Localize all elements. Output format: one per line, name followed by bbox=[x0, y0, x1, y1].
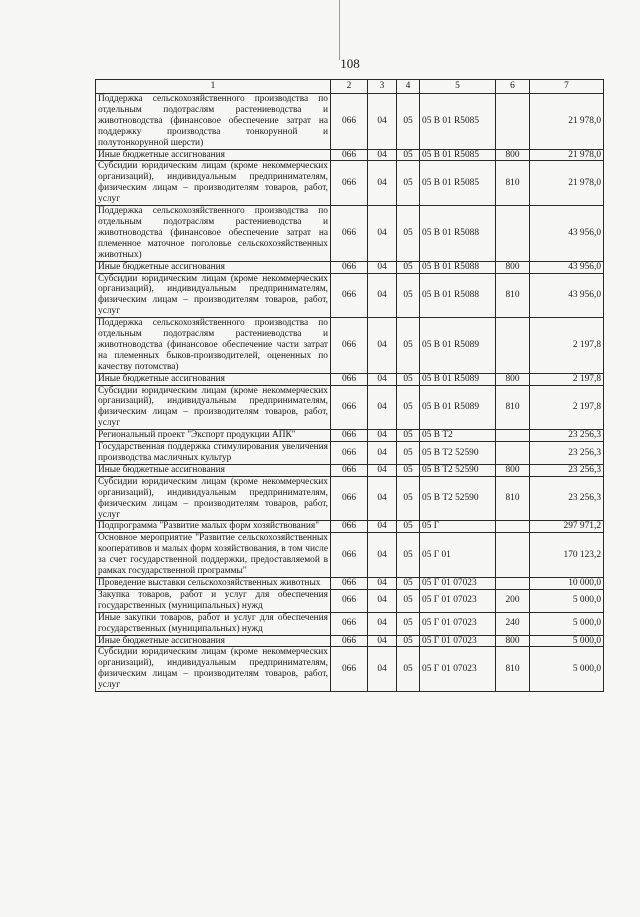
subsection-code: 05 bbox=[397, 161, 420, 206]
ministry-code: 066 bbox=[331, 589, 368, 612]
amount: 170 123,2 bbox=[530, 533, 604, 578]
ministry-code: 066 bbox=[331, 206, 368, 262]
subsection-code: 05 bbox=[397, 273, 420, 318]
column-header: 1 bbox=[96, 80, 331, 94]
subsection-code: 05 bbox=[397, 647, 420, 692]
section-code: 04 bbox=[368, 521, 397, 533]
amount: 5 000,0 bbox=[530, 647, 604, 692]
expense-type-code: 800 bbox=[496, 464, 530, 476]
ministry-code: 066 bbox=[331, 161, 368, 206]
section-code: 04 bbox=[368, 94, 397, 150]
row-description: Основное мероприятие "Развитие сельскохозяйственных кооперативов и малых форм хозяйствования, в том числе за счет государственной поддержки, предоставляемой в рамках государственной программы" bbox=[96, 533, 331, 578]
target-article-code: 05 Г 01 07023 bbox=[420, 647, 496, 692]
amount: 21 978,0 bbox=[530, 161, 604, 206]
amount: 5 000,0 bbox=[530, 612, 604, 635]
row-description: Иные закупки товаров, работ и услуг для обеспечения государственных (муниципальных) нужд bbox=[96, 612, 331, 635]
table-row bbox=[96, 464, 604, 476]
table-row bbox=[96, 533, 604, 578]
target-article-code: 05 В 01 R5088 bbox=[420, 261, 496, 273]
target-article-code: 05 В 01 R5088 bbox=[420, 206, 496, 262]
target-article-code: 05 Г 01 07023 bbox=[420, 577, 496, 589]
amount: 23 256,3 bbox=[530, 442, 604, 465]
target-article-code: 05 В T2 52590 bbox=[420, 476, 496, 521]
amount: 10 000,0 bbox=[530, 577, 604, 589]
expense-type-code bbox=[496, 94, 530, 150]
target-article-code: 05 В 01 R5085 bbox=[420, 149, 496, 161]
expense-type-code bbox=[496, 521, 530, 533]
section-code: 04 bbox=[368, 318, 397, 374]
ministry-code: 066 bbox=[331, 149, 368, 161]
amount: 23 256,3 bbox=[530, 464, 604, 476]
target-article-code: 05 В T2 52590 bbox=[420, 442, 496, 465]
subsection-code: 05 bbox=[397, 206, 420, 262]
ministry-code: 066 bbox=[331, 385, 368, 430]
expense-type-code bbox=[496, 577, 530, 589]
expense-type-code: 800 bbox=[496, 261, 530, 273]
ministry-code: 066 bbox=[331, 273, 368, 318]
subsection-code: 05 bbox=[397, 149, 420, 161]
subsection-code: 05 bbox=[397, 464, 420, 476]
section-code: 04 bbox=[368, 430, 397, 442]
amount: 2 197,8 bbox=[530, 373, 604, 385]
section-code: 04 bbox=[368, 273, 397, 318]
target-article-code: 05 Г 01 07023 bbox=[420, 589, 496, 612]
row-description: Субсидии юридическим лицам (кроме некоммерческих организаций), индивидуальным предпринимателям, физическим лицам – производителям товаров, работ, услуг bbox=[96, 385, 331, 430]
section-code: 04 bbox=[368, 476, 397, 521]
target-article-code: 05 В 01 R5085 bbox=[420, 161, 496, 206]
amount: 23 256,3 bbox=[530, 476, 604, 521]
ministry-code: 066 bbox=[331, 261, 368, 273]
table-row bbox=[96, 577, 604, 589]
subsection-code: 05 bbox=[397, 373, 420, 385]
expense-type-code bbox=[496, 533, 530, 578]
subsection-code: 05 bbox=[397, 442, 420, 465]
ministry-code: 066 bbox=[331, 647, 368, 692]
ministry-code: 066 bbox=[331, 318, 368, 374]
expense-type-code bbox=[496, 442, 530, 465]
table-row bbox=[96, 612, 604, 635]
section-code: 04 bbox=[368, 647, 397, 692]
target-article-code: 05 В 01 R5089 bbox=[420, 373, 496, 385]
section-code: 04 bbox=[368, 612, 397, 635]
section-code: 04 bbox=[368, 442, 397, 465]
expense-type-code: 800 bbox=[496, 635, 530, 647]
column-header: 5 bbox=[420, 80, 496, 94]
fold-line bbox=[339, 0, 340, 60]
section-code: 04 bbox=[368, 589, 397, 612]
subsection-code: 05 bbox=[397, 612, 420, 635]
ministry-code: 066 bbox=[331, 635, 368, 647]
ministry-code: 066 bbox=[331, 577, 368, 589]
row-description: Иные бюджетные ассигнования bbox=[96, 373, 331, 385]
table-row bbox=[96, 161, 604, 206]
subsection-code: 05 bbox=[397, 261, 420, 273]
section-code: 04 bbox=[368, 161, 397, 206]
section-code: 04 bbox=[368, 149, 397, 161]
row-description: Государственная поддержка стимулирования увеличения производства масличных культур bbox=[96, 442, 331, 465]
section-code: 04 bbox=[368, 577, 397, 589]
target-article-code: 05 Г 01 07023 bbox=[420, 612, 496, 635]
amount: 2 197,8 bbox=[530, 385, 604, 430]
section-code: 04 bbox=[368, 373, 397, 385]
section-code: 04 bbox=[368, 464, 397, 476]
row-description: Подпрограмма "Развитие малых форм хозяйствования" bbox=[96, 521, 331, 533]
subsection-code: 05 bbox=[397, 476, 420, 521]
amount: 23 256,3 bbox=[530, 430, 604, 442]
ministry-code: 066 bbox=[331, 476, 368, 521]
subsection-code: 05 bbox=[397, 318, 420, 374]
table-row bbox=[96, 442, 604, 465]
table-row bbox=[96, 589, 604, 612]
expense-type-code bbox=[496, 206, 530, 262]
row-description: Иные бюджетные ассигнования bbox=[96, 261, 331, 273]
table-row bbox=[96, 476, 604, 521]
ministry-code: 066 bbox=[331, 94, 368, 150]
page-number: 108 bbox=[340, 56, 360, 71]
row-description: Иные бюджетные ассигнования bbox=[96, 635, 331, 647]
subsection-code: 05 bbox=[397, 533, 420, 578]
expense-type-code bbox=[496, 430, 530, 442]
subsection-code: 05 bbox=[397, 635, 420, 647]
row-description: Региональный проект "Экспорт продукции АПК" bbox=[96, 430, 331, 442]
row-description: Проведение выставки сельскохозяйственных животных bbox=[96, 577, 331, 589]
table-row bbox=[96, 373, 604, 385]
column-header: 6 bbox=[496, 80, 530, 94]
target-article-code: 05 В 01 R5085 bbox=[420, 94, 496, 150]
row-description: Субсидии юридическим лицам (кроме некоммерческих организаций), индивидуальным предпринимателям, физическим лицам – производителям товаров, работ, услуг bbox=[96, 476, 331, 521]
expense-type-code: 200 bbox=[496, 589, 530, 612]
expense-type-code: 800 bbox=[496, 149, 530, 161]
row-description: Поддержка сельскохозяйственного производства по отдельным подотраслям растениеводства и животноводства (финансовое обеспечение части затрат на племенных быков-производителей, оцененных по качеству потомства) bbox=[96, 318, 331, 374]
section-code: 04 bbox=[368, 635, 397, 647]
table-row bbox=[96, 206, 604, 262]
ministry-code: 066 bbox=[331, 442, 368, 465]
ministry-code: 066 bbox=[331, 430, 368, 442]
amount: 297 971,2 bbox=[530, 521, 604, 533]
row-description: Иные бюджетные ассигнования bbox=[96, 149, 331, 161]
amount: 43 956,0 bbox=[530, 273, 604, 318]
row-description: Закупка товаров, работ и услуг для обеспечения государственных (муниципальных) нужд bbox=[96, 589, 331, 612]
section-code: 04 bbox=[368, 533, 397, 578]
target-article-code: 05 Г 01 bbox=[420, 533, 496, 578]
table-row bbox=[96, 385, 604, 430]
subsection-code: 05 bbox=[397, 589, 420, 612]
amount: 43 956,0 bbox=[530, 206, 604, 262]
amount: 43 956,0 bbox=[530, 261, 604, 273]
amount: 2 197,8 bbox=[530, 318, 604, 374]
subsection-code: 05 bbox=[397, 521, 420, 533]
row-description: Субсидии юридическим лицам (кроме некоммерческих организаций), индивидуальным предпринимателям, физическим лицам – производителям товаров, работ, услуг bbox=[96, 647, 331, 692]
table-row bbox=[96, 521, 604, 533]
amount: 5 000,0 bbox=[530, 589, 604, 612]
table-row bbox=[96, 647, 604, 692]
target-article-code: 05 Г bbox=[420, 521, 496, 533]
subsection-code: 05 bbox=[397, 94, 420, 150]
column-header: 4 bbox=[397, 80, 420, 94]
ministry-code: 066 bbox=[331, 373, 368, 385]
target-article-code: 05 В 01 R5088 bbox=[420, 273, 496, 318]
table-row bbox=[96, 261, 604, 273]
amount: 5 000,0 bbox=[530, 635, 604, 647]
column-header: 3 bbox=[368, 80, 397, 94]
ministry-code: 066 bbox=[331, 521, 368, 533]
target-article-code: 05 В 01 R5089 bbox=[420, 385, 496, 430]
column-header: 7 bbox=[530, 80, 604, 94]
section-code: 04 bbox=[368, 385, 397, 430]
subsection-code: 05 bbox=[397, 577, 420, 589]
expense-type-code: 240 bbox=[496, 612, 530, 635]
row-description: Поддержка сельскохозяйственного производства по отдельным подотраслям растениеводства и животноводства (финансовое обеспечение затрат на племенное маточное поголовье сельскохозяйственных животных) bbox=[96, 206, 331, 262]
subsection-code: 05 bbox=[397, 430, 420, 442]
target-article-code: 05 В 01 R5089 bbox=[420, 318, 496, 374]
table-row bbox=[96, 94, 604, 150]
row-description: Поддержка сельскохозяйственного производства по отдельным подотраслям растениеводства и животноводства (финансовое обеспечение затрат на поддержку производства тонкорунной и полутонкорунной шерсти) bbox=[96, 94, 331, 150]
expense-type-code: 810 bbox=[496, 273, 530, 318]
expense-type-code: 800 bbox=[496, 373, 530, 385]
table-row bbox=[96, 430, 604, 442]
budget-table bbox=[95, 79, 604, 692]
header-row bbox=[96, 80, 604, 94]
target-article-code: 05 В T2 bbox=[420, 430, 496, 442]
row-description: Субсидии юридическим лицам (кроме некоммерческих организаций), индивидуальным предпринимателям, физическим лицам – производителям товаров, работ, услуг bbox=[96, 273, 331, 318]
table-row bbox=[96, 635, 604, 647]
section-code: 04 bbox=[368, 206, 397, 262]
column-header: 2 bbox=[331, 80, 368, 94]
table-row bbox=[96, 149, 604, 161]
ministry-code: 066 bbox=[331, 612, 368, 635]
expense-type-code: 810 bbox=[496, 647, 530, 692]
table-row bbox=[96, 318, 604, 374]
amount: 21 978,0 bbox=[530, 94, 604, 150]
target-article-code: 05 В T2 52590 bbox=[420, 464, 496, 476]
subsection-code: 05 bbox=[397, 385, 420, 430]
expense-type-code bbox=[496, 318, 530, 374]
table-row bbox=[96, 273, 604, 318]
expense-type-code: 810 bbox=[496, 161, 530, 206]
amount: 21 978,0 bbox=[530, 149, 604, 161]
ministry-code: 066 bbox=[331, 464, 368, 476]
row-description: Иные бюджетные ассигнования bbox=[96, 464, 331, 476]
expense-type-code: 810 bbox=[496, 476, 530, 521]
section-code: 04 bbox=[368, 261, 397, 273]
expense-type-code: 810 bbox=[496, 385, 530, 430]
ministry-code: 066 bbox=[331, 533, 368, 578]
row-description: Субсидии юридическим лицам (кроме некоммерческих организаций), индивидуальным предпринимателям, физическим лицам – производителям товаров, работ, услуг bbox=[96, 161, 331, 206]
target-article-code: 05 Г 01 07023 bbox=[420, 635, 496, 647]
